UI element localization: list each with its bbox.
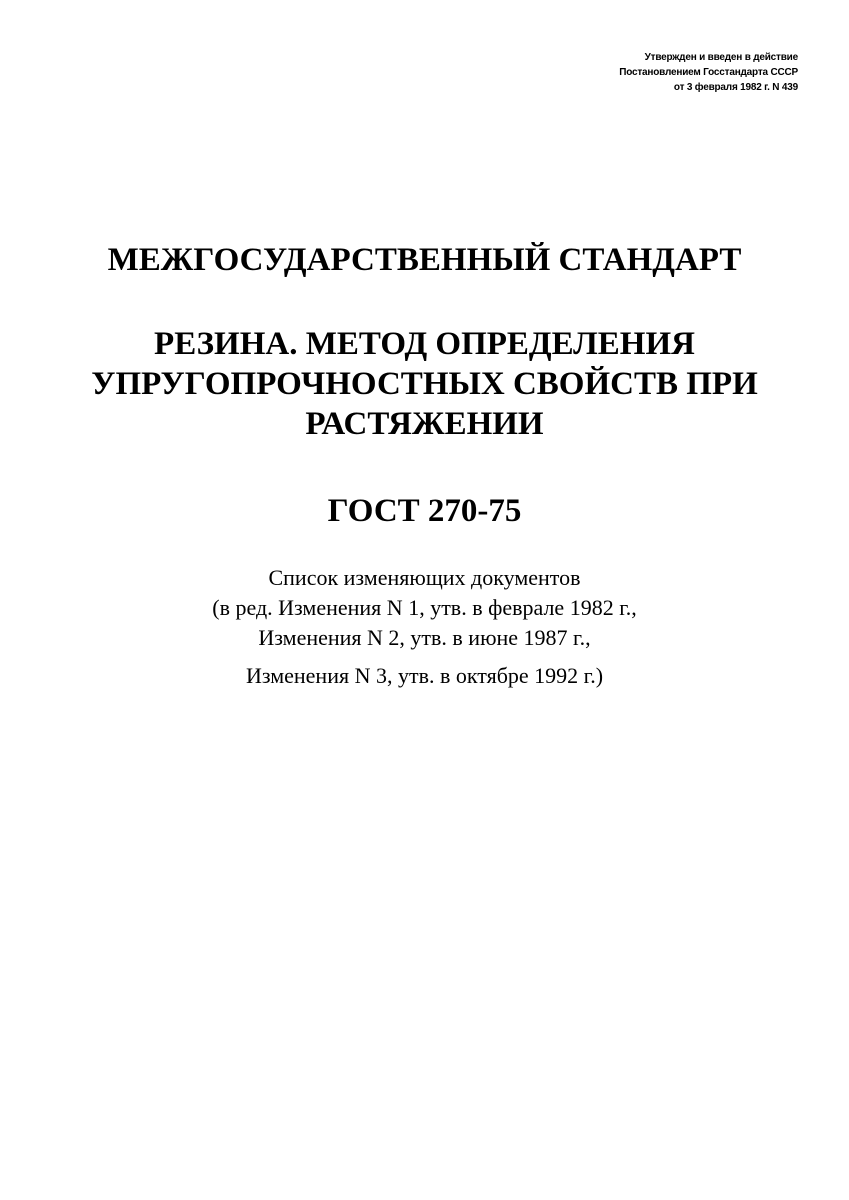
title-line: УПРУГОПРОЧНОСТНЫХ СВОЙСТВ ПРИ bbox=[91, 366, 758, 402]
title-line: РЕЗИНА. МЕТОД ОПРЕДЕЛЕНИЯ bbox=[154, 326, 695, 362]
approval-line: Постановлением Госстандарта СССР bbox=[619, 67, 798, 78]
approval-line: от 3 февраля 1982 г. N 439 bbox=[673, 82, 798, 93]
amendments-list bbox=[0, 563, 849, 691]
amendment-item: (в ред. Изменения N 1, утв. в феврале 1982 г., bbox=[212, 595, 637, 620]
standard-designation: ГОСТ 270-75 bbox=[327, 493, 522, 529]
title-line: РАСТЯЖЕНИИ bbox=[305, 406, 544, 442]
approval-note bbox=[619, 50, 798, 95]
standard-heading: МЕЖГОСУДАРСТВЕННЫЙ СТАНДАРТ bbox=[107, 242, 742, 278]
document-title bbox=[0, 324, 849, 444]
amendment-item: Изменения N 2, утв. в июне 1987 г., bbox=[258, 625, 591, 650]
approval-line: Утвержден и введен в действие bbox=[644, 52, 798, 63]
amendments-caption: Список изменяющих документов bbox=[268, 565, 581, 590]
amendment-item: Изменения N 3, утв. в октябре 1992 г.) bbox=[245, 663, 604, 688]
